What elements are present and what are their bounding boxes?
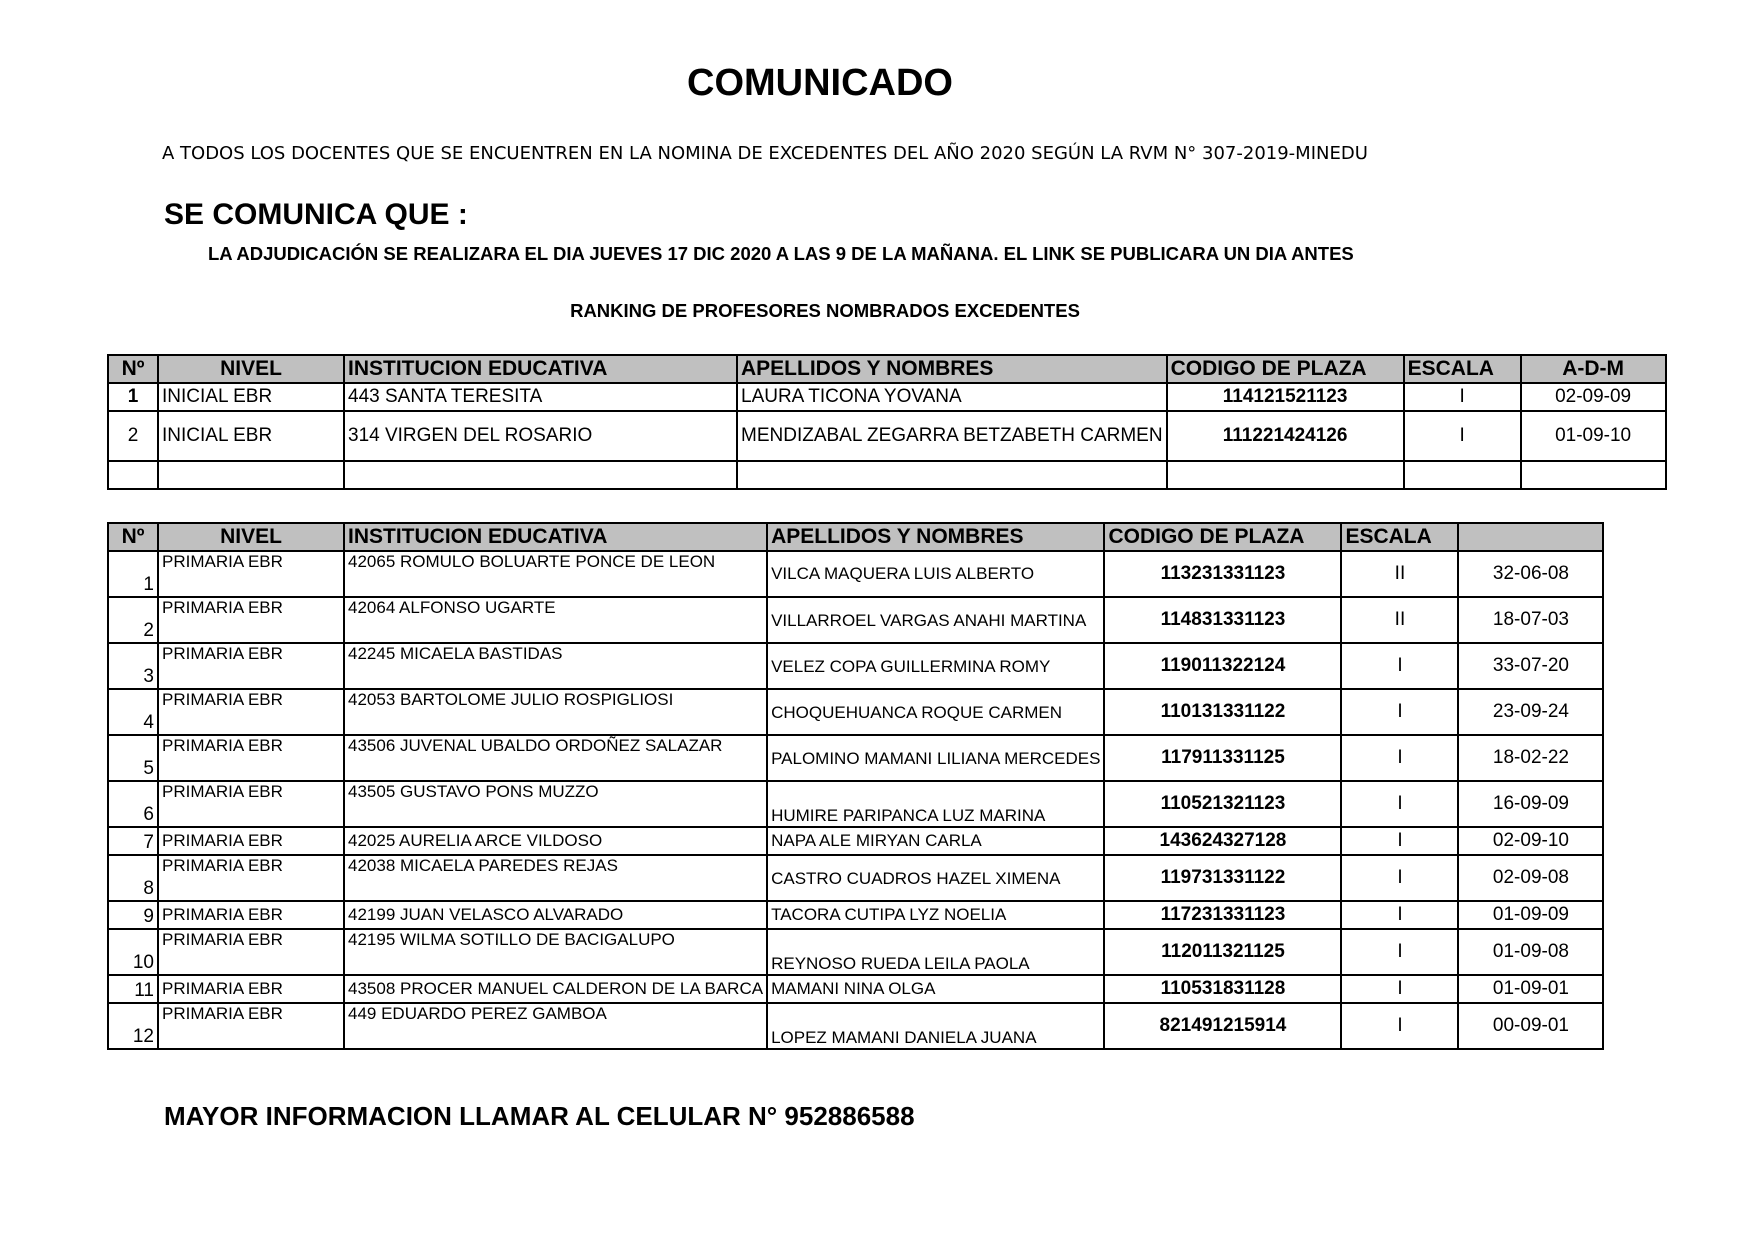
cell-codigo: 117231331123	[1104, 901, 1341, 929]
cell-nivel: PRIMARIA EBR	[158, 781, 344, 827]
header-institucion: INSTITUCION EDUCATIVA	[344, 523, 767, 551]
cell-n: 6	[108, 781, 158, 827]
cell-adm: 23-09-24	[1458, 689, 1603, 735]
cell-nivel: PRIMARIA EBR	[158, 551, 344, 597]
cell-escala: I	[1341, 929, 1458, 975]
table-row	[108, 1003, 1603, 1049]
cell-escala: I	[1341, 827, 1458, 855]
adjudicacion-notice: LA ADJUDICACIÓN SE REALIZARA EL DIA JUEVES 17 DIC 2020 A LAS 9 DE LA MAÑANA. EL LINK SE PUBLICARA UN DIA ANTES	[208, 243, 1354, 264]
header-institucion: INSTITUCION EDUCATIVA	[344, 355, 737, 383]
cell-escala: I	[1341, 855, 1458, 901]
ranking-title: RANKING DE PROFESORES NOMBRADOS EXCEDENTES	[570, 300, 1080, 321]
cell-institucion: 42038 MICAELA PAREDES REJAS	[344, 855, 767, 901]
table-row	[108, 383, 1666, 411]
cell-nivel: PRIMARIA EBR	[158, 901, 344, 929]
cell-adm: 01-09-08	[1458, 929, 1603, 975]
header-apellidos: APELLIDOS Y NOMBRES	[737, 355, 1167, 383]
cell-institucion: 43506 JUVENAL UBALDO ORDOÑEZ SALAZAR	[344, 735, 767, 781]
cell-nivel: INICIAL EBR	[158, 383, 344, 411]
cell-institucion: 42195 WILMA SOTILLO DE BACIGALUPO	[344, 929, 767, 975]
cell-apellidos: MAMANI NINA OLGA	[767, 975, 1104, 1003]
table-row	[108, 597, 1603, 643]
cell-n: 12	[108, 1003, 158, 1049]
cell-adm: 01-09-09	[1458, 901, 1603, 929]
cell-n: 8	[108, 855, 158, 901]
cell-escala: I	[1404, 411, 1521, 461]
cell-nivel: PRIMARIA EBR	[158, 735, 344, 781]
cell-n: 10	[108, 929, 158, 975]
cell-institucion: 43508 PROCER MANUEL CALDERON DE LA BARCA	[344, 975, 767, 1003]
header-codigo: CODIGO DE PLAZA	[1104, 523, 1341, 551]
table-header-row	[108, 355, 1666, 383]
se-comunica-heading: SE COMUNICA QUE :	[164, 198, 468, 231]
cell-escala: I	[1341, 975, 1458, 1003]
header-adm	[1458, 523, 1603, 551]
cell-n: 1	[108, 551, 158, 597]
cell-institucion: 42064 ALFONSO UGARTE	[344, 597, 767, 643]
cell-codigo: 111221424126	[1167, 411, 1404, 461]
cell-n: 2	[108, 411, 158, 461]
cell-institucion: 42025 AURELIA ARCE VILDOSO	[344, 827, 767, 855]
cell-escala: I	[1404, 383, 1521, 411]
cell-apellidos: VILCA MAQUERA LUIS ALBERTO	[767, 551, 1104, 597]
cell-adm: 18-02-22	[1458, 735, 1603, 781]
inicial-table	[107, 354, 1667, 490]
cell-nivel: PRIMARIA EBR	[158, 975, 344, 1003]
cell-codigo: 114121521123	[1167, 383, 1404, 411]
cell-codigo: 119731331122	[1104, 855, 1341, 901]
cell-escala: I	[1341, 1003, 1458, 1049]
cell-adm: 02-09-08	[1458, 855, 1603, 901]
cell-apellidos: LOPEZ MAMANI DANIELA JUANA	[767, 1003, 1104, 1049]
cell-n: 5	[108, 735, 158, 781]
cell-adm: 01-09-01	[1458, 975, 1603, 1003]
cell-institucion: 42065 ROMULO BOLUARTE PONCE DE LEON	[344, 551, 767, 597]
intro-text: A TODOS LOS DOCENTES QUE SE ENCUENTREN EN LA NOMINA DE EXCEDENTES DEL AÑO 2020 SEGÚN LA RVM N° 307-2019-MINEDU	[162, 143, 1368, 164]
cell-nivel: PRIMARIA EBR	[158, 643, 344, 689]
cell-adm: 33-07-20	[1458, 643, 1603, 689]
cell-escala: I	[1341, 643, 1458, 689]
cell-apellidos: PALOMINO MAMANI LILIANA MERCEDES	[767, 735, 1104, 781]
cell-apellidos: LAURA TICONA YOVANA	[737, 383, 1167, 411]
table-header-row	[108, 523, 1603, 551]
table-row	[108, 929, 1603, 975]
cell-institucion: 449 EDUARDO PEREZ GAMBOA	[344, 1003, 767, 1049]
cell-institucion: 443 SANTA TERESITA	[344, 383, 737, 411]
table-row	[108, 901, 1603, 929]
cell-codigo: 114831331123	[1104, 597, 1341, 643]
table-row	[108, 781, 1603, 827]
cell-nivel: PRIMARIA EBR	[158, 929, 344, 975]
header-apellidos: APELLIDOS Y NOMBRES	[767, 523, 1104, 551]
cell-institucion: 42245 MICAELA BASTIDAS	[344, 643, 767, 689]
cell-codigo: 112011321125	[1104, 929, 1341, 975]
cell-n: 1	[108, 383, 158, 411]
cell-n: 2	[108, 597, 158, 643]
cell-escala: I	[1341, 689, 1458, 735]
cell-n: 3	[108, 643, 158, 689]
cell-apellidos: MENDIZABAL ZEGARRA BETZABETH CARMEN	[737, 411, 1167, 461]
cell-apellidos: REYNOSO RUEDA LEILA PAOLA	[767, 929, 1104, 975]
table-row-empty	[108, 461, 1666, 489]
header-nivel: NIVEL	[158, 355, 344, 383]
cell-escala: I	[1341, 735, 1458, 781]
cell-adm: 32-06-08	[1458, 551, 1603, 597]
cell-nivel: PRIMARIA EBR	[158, 855, 344, 901]
cell-n: 11	[108, 975, 158, 1003]
cell-escala: II	[1341, 551, 1458, 597]
cell-nivel: PRIMARIA EBR	[158, 689, 344, 735]
cell-apellidos: TACORA CUTIPA LYZ NOELIA	[767, 901, 1104, 929]
cell-escala: I	[1341, 781, 1458, 827]
cell-apellidos: VELEZ COPA GUILLERMINA ROMY	[767, 643, 1104, 689]
cell-institucion: 42199 JUAN VELASCO ALVARADO	[344, 901, 767, 929]
cell-apellidos: VILLARROEL VARGAS ANAHI MARTINA	[767, 597, 1104, 643]
primaria-table	[107, 522, 1604, 1050]
cell-nivel: INICIAL EBR	[158, 411, 344, 461]
cell-codigo: 110521321123	[1104, 781, 1341, 827]
cell-nivel: PRIMARIA EBR	[158, 1003, 344, 1049]
header-n: Nº	[108, 355, 158, 383]
cell-adm: 00-09-01	[1458, 1003, 1603, 1049]
cell-codigo: 143624327128	[1104, 827, 1341, 855]
header-escala: ESCALA	[1404, 355, 1521, 383]
cell-n: 4	[108, 689, 158, 735]
table-row	[108, 411, 1666, 461]
table-row	[108, 643, 1603, 689]
footer-contact: MAYOR INFORMACION LLAMAR AL CELULAR N° 952886588	[164, 1101, 915, 1131]
cell-apellidos: CHOQUEHUANCA ROQUE CARMEN	[767, 689, 1104, 735]
cell-institucion: 42053 BARTOLOME JULIO ROSPIGLIOSI	[344, 689, 767, 735]
cell-codigo: 119011322124	[1104, 643, 1341, 689]
cell-escala: I	[1341, 901, 1458, 929]
cell-escala: II	[1341, 597, 1458, 643]
header-n: Nº	[108, 523, 158, 551]
cell-codigo: 117911331125	[1104, 735, 1341, 781]
header-codigo: CODIGO DE PLAZA	[1167, 355, 1404, 383]
header-nivel: NIVEL	[158, 523, 344, 551]
cell-codigo: 821491215914	[1104, 1003, 1341, 1049]
header-escala: ESCALA	[1341, 523, 1458, 551]
header-adm: A-D-M	[1521, 355, 1666, 383]
cell-nivel: PRIMARIA EBR	[158, 827, 344, 855]
table-row	[108, 975, 1603, 1003]
table-row	[108, 735, 1603, 781]
cell-nivel: PRIMARIA EBR	[158, 597, 344, 643]
cell-apellidos: NAPA ALE MIRYAN CARLA	[767, 827, 1104, 855]
cell-institucion: 314 VIRGEN DEL ROSARIO	[344, 411, 737, 461]
cell-apellidos: HUMIRE PARIPANCA LUZ MARINA	[767, 781, 1104, 827]
cell-adm: 16-09-09	[1458, 781, 1603, 827]
cell-institucion: 43505 GUSTAVO PONS MUZZO	[344, 781, 767, 827]
cell-adm: 02-09-09	[1521, 383, 1666, 411]
cell-adm: 01-09-10	[1521, 411, 1666, 461]
table-row	[108, 827, 1603, 855]
cell-codigo: 110131331122	[1104, 689, 1341, 735]
document-title: COMUNICADO	[687, 62, 953, 104]
cell-codigo: 113231331123	[1104, 551, 1341, 597]
cell-n: 7	[108, 827, 158, 855]
cell-apellidos: CASTRO CUADROS HAZEL XIMENA	[767, 855, 1104, 901]
table-row	[108, 855, 1603, 901]
cell-codigo: 110531831128	[1104, 975, 1341, 1003]
cell-adm: 02-09-10	[1458, 827, 1603, 855]
table-row	[108, 689, 1603, 735]
table-row	[108, 551, 1603, 597]
cell-n: 9	[108, 901, 158, 929]
cell-adm: 18-07-03	[1458, 597, 1603, 643]
